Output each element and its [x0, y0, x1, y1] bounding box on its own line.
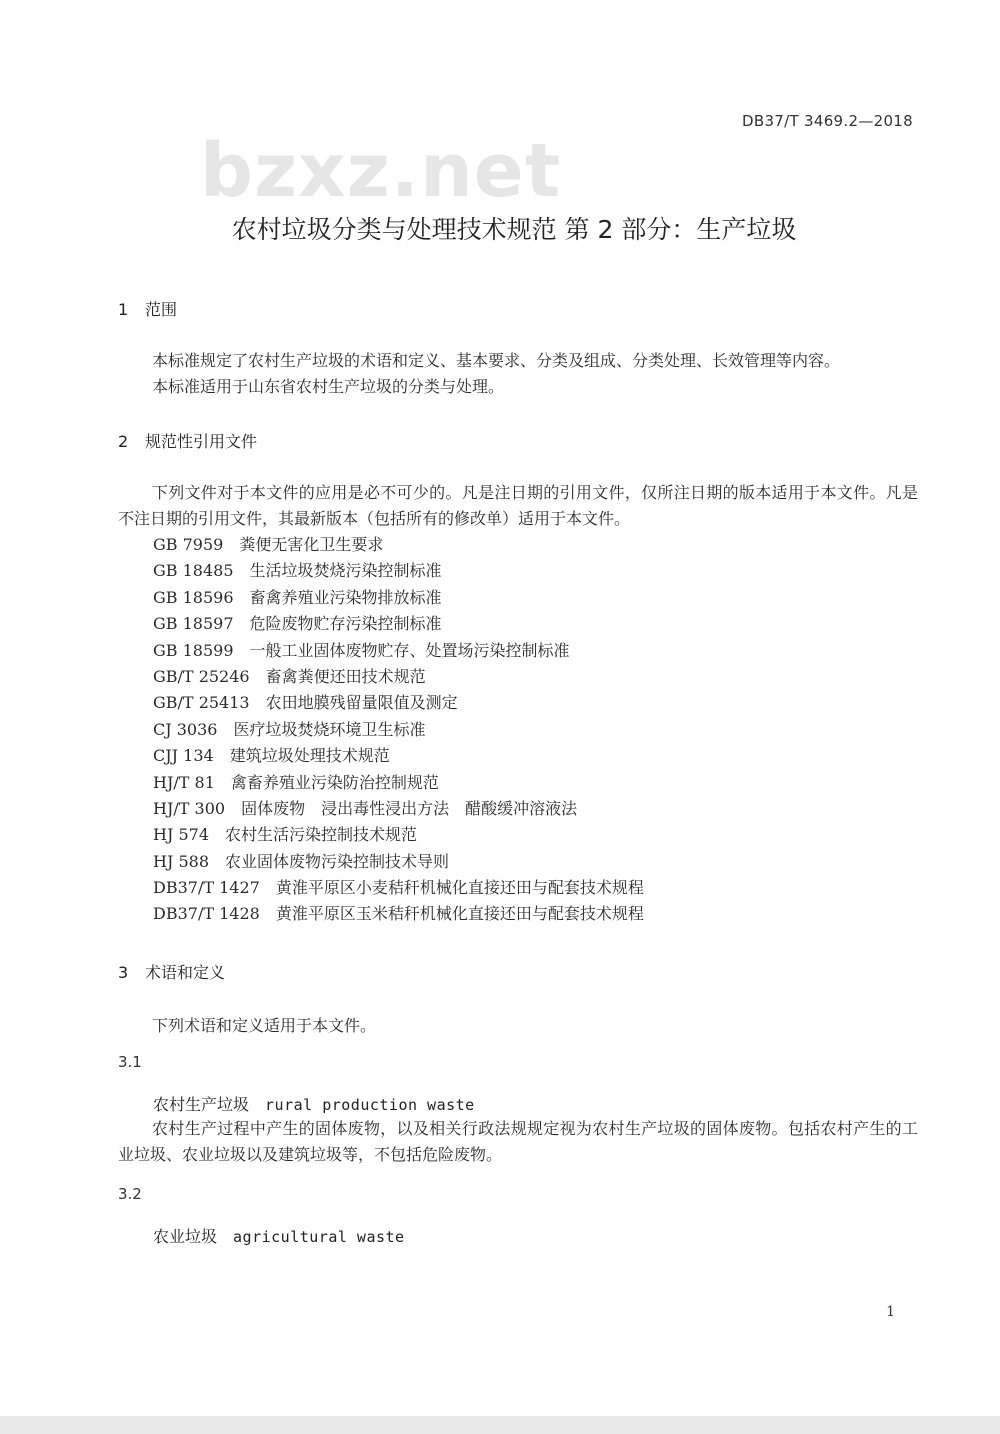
- reference-code: GB 18485: [153, 561, 234, 581]
- section-2-heading: [118, 429, 257, 452]
- reference-item: [153, 717, 644, 743]
- term-english: rural production waste: [265, 1096, 475, 1114]
- reference-item: [153, 558, 644, 584]
- reference-item: [153, 875, 644, 901]
- section-1-paragraph-1: 本标准规定了农村生产垃圾的术语和定义、基本要求、分类及组成、分类处理、长效管理等内容。: [152, 351, 841, 370]
- term-chinese: 农村生产垃圾: [153, 1095, 250, 1114]
- reference-title: 农田地膜残留量限值及测定: [265, 693, 458, 713]
- section-title: 术语和定义: [145, 963, 226, 982]
- reference-title: 固体废物 浸出毒性浸出方法 醋酸缓冲溶液法: [241, 798, 578, 818]
- reference-item: [153, 585, 644, 611]
- section-1-paragraph-2: 本标准适用于山东省农村生产垃圾的分类与处理。: [152, 377, 505, 396]
- term-entry: [153, 1092, 475, 1115]
- section-3-heading: [118, 960, 225, 983]
- term-definition: 农村生产过程中产生的固体废物，以及相关行政法规规定视为农村生产垃圾的固体废物。包括农村产生的工业垃圾、农业垃圾以及建筑垃圾等，不包括危险废物。: [118, 1119, 918, 1164]
- reference-title: 危险废物贮存污染控制标准: [249, 614, 442, 634]
- reference-code: DB37/T 1428: [153, 904, 260, 924]
- reference-code: HJ 588: [153, 851, 209, 871]
- reference-code: HJ 574: [153, 825, 209, 845]
- reference-item: [153, 901, 644, 927]
- clause-number: 3.1: [118, 1053, 142, 1071]
- section-2-intro: 下列文件对于本文件的应用是必不可少的。凡是注日期的引用文件，仅所注日期的版本适用于本文件。凡是不注日期的引用文件，其最新版本（包括所有的修改单）适用于本文件。: [118, 483, 918, 528]
- reference-title: 粪便无害化卫生要求: [239, 535, 384, 554]
- section-number: 2: [118, 432, 129, 451]
- reference-item: [153, 611, 644, 637]
- section-title: 范围: [145, 300, 178, 319]
- reference-code: DB37/T 1427: [153, 878, 260, 898]
- reference-code: GB 18599: [153, 640, 234, 660]
- section-1-heading: [118, 297, 177, 320]
- reference-item: [153, 638, 644, 664]
- reference-item: [153, 796, 644, 822]
- viewer-bottom-bar: [0, 1416, 1000, 1434]
- reference-item: [153, 532, 644, 558]
- clause-number: 3.2: [118, 1185, 142, 1203]
- reference-item: [153, 770, 644, 796]
- reference-title: 农业固体废物污染控制技术导则: [225, 851, 450, 871]
- reference-code: CJ 3036: [153, 719, 218, 739]
- normative-references-list: [153, 532, 644, 928]
- reference-title: 黄淮平原区小麦秸秆机械化直接还田与配套技术规程: [275, 878, 644, 898]
- page-number: 1: [886, 1304, 895, 1320]
- reference-code: GB 7959: [153, 535, 224, 554]
- document-title: 农村垃圾分类与处理技术规范 第 2 部分：生产垃圾: [231, 215, 797, 244]
- reference-title: 医疗垃圾焚烧环境卫生标准: [233, 719, 426, 739]
- reference-item: [153, 849, 644, 875]
- reference-item: [153, 822, 644, 848]
- reference-title: 黄淮平原区玉米秸秆机械化直接还田与配套技术规程: [275, 904, 644, 924]
- reference-code: GB 18596: [153, 587, 234, 607]
- reference-code: HJ/T 300: [153, 798, 226, 818]
- reference-title: 建筑垃圾处理技术规范: [229, 746, 390, 766]
- term-chinese: 农业垃圾: [153, 1227, 218, 1246]
- reference-item: [153, 664, 644, 690]
- term-entry: [153, 1224, 405, 1247]
- reference-item: [153, 743, 644, 769]
- reference-code: GB/T 25413: [153, 693, 250, 713]
- reference-title: 农村生活污染控制技术规范: [225, 825, 418, 845]
- reference-code: GB/T 25246: [153, 666, 250, 686]
- watermark: bzxz.net: [200, 128, 562, 214]
- reference-code: CJJ 134: [153, 746, 214, 766]
- reference-title: 禽畜养殖业污染防治控制规范: [230, 772, 439, 792]
- reference-item: [153, 690, 644, 716]
- standard-number: DB37/T 3469.2—2018: [742, 112, 913, 130]
- reference-title: 畜禽养殖业污染物排放标准: [249, 587, 442, 607]
- section-number: 3: [118, 963, 129, 982]
- reference-title: 一般工业固体废物贮存、处置场污染控制标准: [249, 640, 570, 660]
- reference-title: 畜禽粪便还田技术规范: [265, 666, 426, 686]
- section-number: 1: [118, 300, 129, 319]
- section-title: 规范性引用文件: [145, 432, 258, 451]
- section-3-intro: 下列术语和定义适用于本文件。: [152, 1016, 377, 1035]
- reference-code: GB 18597: [153, 614, 234, 634]
- reference-title: 生活垃圾焚烧污染控制标准: [249, 561, 442, 581]
- reference-code: HJ/T 81: [153, 772, 215, 792]
- term-english: agricultural waste: [233, 1228, 405, 1246]
